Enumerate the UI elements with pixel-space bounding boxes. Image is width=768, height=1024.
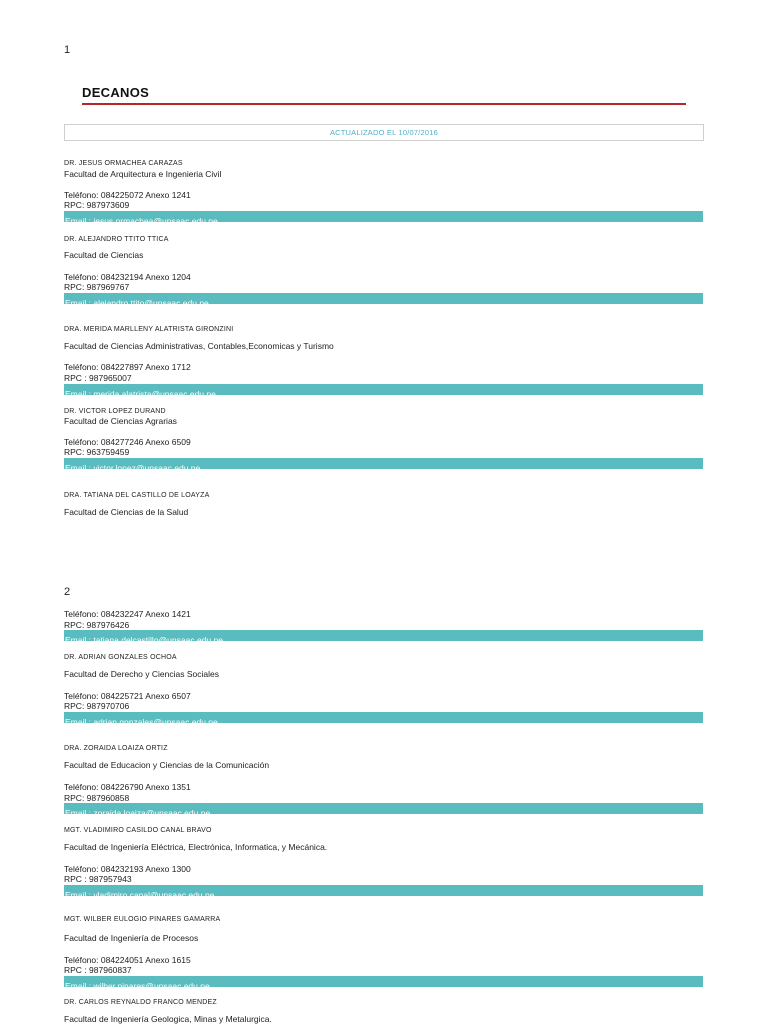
email-link[interactable]: Email : vladimiro.canal@unsaac.edu.pe	[65, 890, 215, 900]
email-link[interactable]: Email : zoraida.loaiza@unsaac.edu.pe	[65, 808, 211, 818]
email-link[interactable]: Email : merida.alatrista@unsaac.edu.pe	[65, 389, 216, 399]
phone-line: Teléfono: 084226790 Anexo 1351	[64, 782, 191, 792]
rpc-line: RPC: 987960858	[64, 793, 130, 803]
title-underline	[82, 103, 686, 105]
phone-line: Teléfono: 084227897 Anexo 1712	[64, 362, 191, 372]
phone-line: Teléfono: 084224051 Anexo 1615	[64, 955, 191, 965]
faculty-name: Facultad de Educacion y Ciencias de la Comunicación	[64, 760, 270, 770]
page-title: DECANOS	[82, 85, 150, 100]
email-link[interactable]: Email : tatiana.delcastillo@unsaac.edu.pe	[65, 635, 223, 645]
email-bar	[64, 293, 703, 308]
email-bar	[64, 211, 703, 226]
rpc-line: RPC: 987969767	[64, 282, 130, 292]
rpc-line: RPC: 987970706	[64, 701, 130, 711]
phone-line: Teléfono: 084232194 Anexo 1204	[64, 272, 191, 282]
email-link[interactable]: Email : victor.lopez@unsaac.edu.pe	[65, 463, 201, 473]
dean-name: DRA. ZORAIDA LOAIZA ORTIZ	[64, 745, 168, 752]
email-bar	[64, 885, 703, 900]
email-bar	[64, 458, 703, 473]
faculty-name: Facultad de Arquitectura e Ingenieria Civil	[64, 169, 222, 179]
faculty-name: Facultad de Derecho y Ciencias Sociales	[64, 669, 219, 679]
faculty-name: Facultad de Ciencias	[64, 250, 144, 260]
dean-name: DRA. TATIANA DEL CASTILLO DE LOAYZA	[64, 492, 210, 499]
phone-line: Teléfono: 084277246 Anexo 6509	[64, 437, 191, 447]
updated-text: ACTUALIZADO EL 10/07/2016	[329, 128, 439, 137]
email-bar	[64, 803, 703, 818]
faculty-name: Facultad de Ciencias Agrarias	[64, 416, 177, 426]
dean-name: DR. CARLOS REYNALDO FRANCO MENDEZ	[64, 999, 217, 1006]
email-link[interactable]: Email : adrian.gonzales@unsaac.edu.pe	[65, 717, 218, 727]
phone-line: Teléfono: 084225721 Anexo 6507	[64, 691, 191, 701]
dean-name: MGT. VLADIMIRO CASILDO CANAL BRAVO	[64, 827, 212, 834]
faculty-name: Facultad de Ciencias Administrativas, Contables,Economicas y Turismo	[64, 341, 334, 351]
email-bar	[64, 976, 703, 991]
phone-line: Teléfono: 084225072 Anexo 1241	[64, 190, 191, 200]
dean-name: DR. JESUS ORMACHEA CARAZAS	[64, 160, 183, 167]
email-bar	[64, 630, 703, 645]
faculty-name: Facultad de Ingeniería Geologica, Minas y Metalurgica.	[64, 1014, 272, 1024]
rpc-line: RPC: 963759459	[64, 447, 130, 457]
rpc-line: RPC : 987965007	[64, 373, 132, 383]
rpc-line: RPC : 987960837	[64, 965, 132, 975]
dean-name: DR. VICTOR LOPEZ DURAND	[64, 408, 166, 415]
email-link[interactable]: Email : jesus.ormachea@unsaac.edu.pe	[65, 216, 218, 226]
phone-line: Teléfono: 084232193 Anexo 1300	[64, 864, 191, 874]
email-link[interactable]: Email : alejandro.ttito@unsaac.edu.pe	[65, 298, 209, 308]
faculty-name: Facultad de Ingeniería de Procesos	[64, 933, 199, 943]
email-link[interactable]: Email : wilber.pinares@unsaac.edu.pe	[65, 981, 210, 991]
page-number: 2	[64, 586, 71, 598]
email-bar	[64, 384, 703, 399]
faculty-name: Facultad de Ingeniería Eléctrica, Electrónica, Informatica, y Mecánica.	[64, 842, 328, 852]
phone-line: Teléfono: 084232247 Anexo 1421	[64, 609, 191, 619]
dean-name: DR. ADRIAN GONZALES OCHOA	[64, 654, 177, 661]
dean-name: MGT. WILBER EULOGIO PINARES GAMARRA	[64, 916, 221, 923]
rpc-line: RPC: 987973609	[64, 200, 130, 210]
dean-name: DRA. MERIDA MARLLENY ALATRISTA GIRONZINI	[64, 326, 234, 333]
updated-banner	[64, 124, 704, 141]
email-bar	[64, 712, 703, 727]
faculty-name: Facultad de Ciencias de la Salud	[64, 507, 189, 517]
dean-name: DR. ALEJANDRO TTITO TTICA	[64, 236, 169, 243]
rpc-line: RPC: 987976426	[64, 620, 130, 630]
page-number: 1	[64, 44, 71, 56]
rpc-line: RPC : 987957943	[64, 874, 132, 884]
